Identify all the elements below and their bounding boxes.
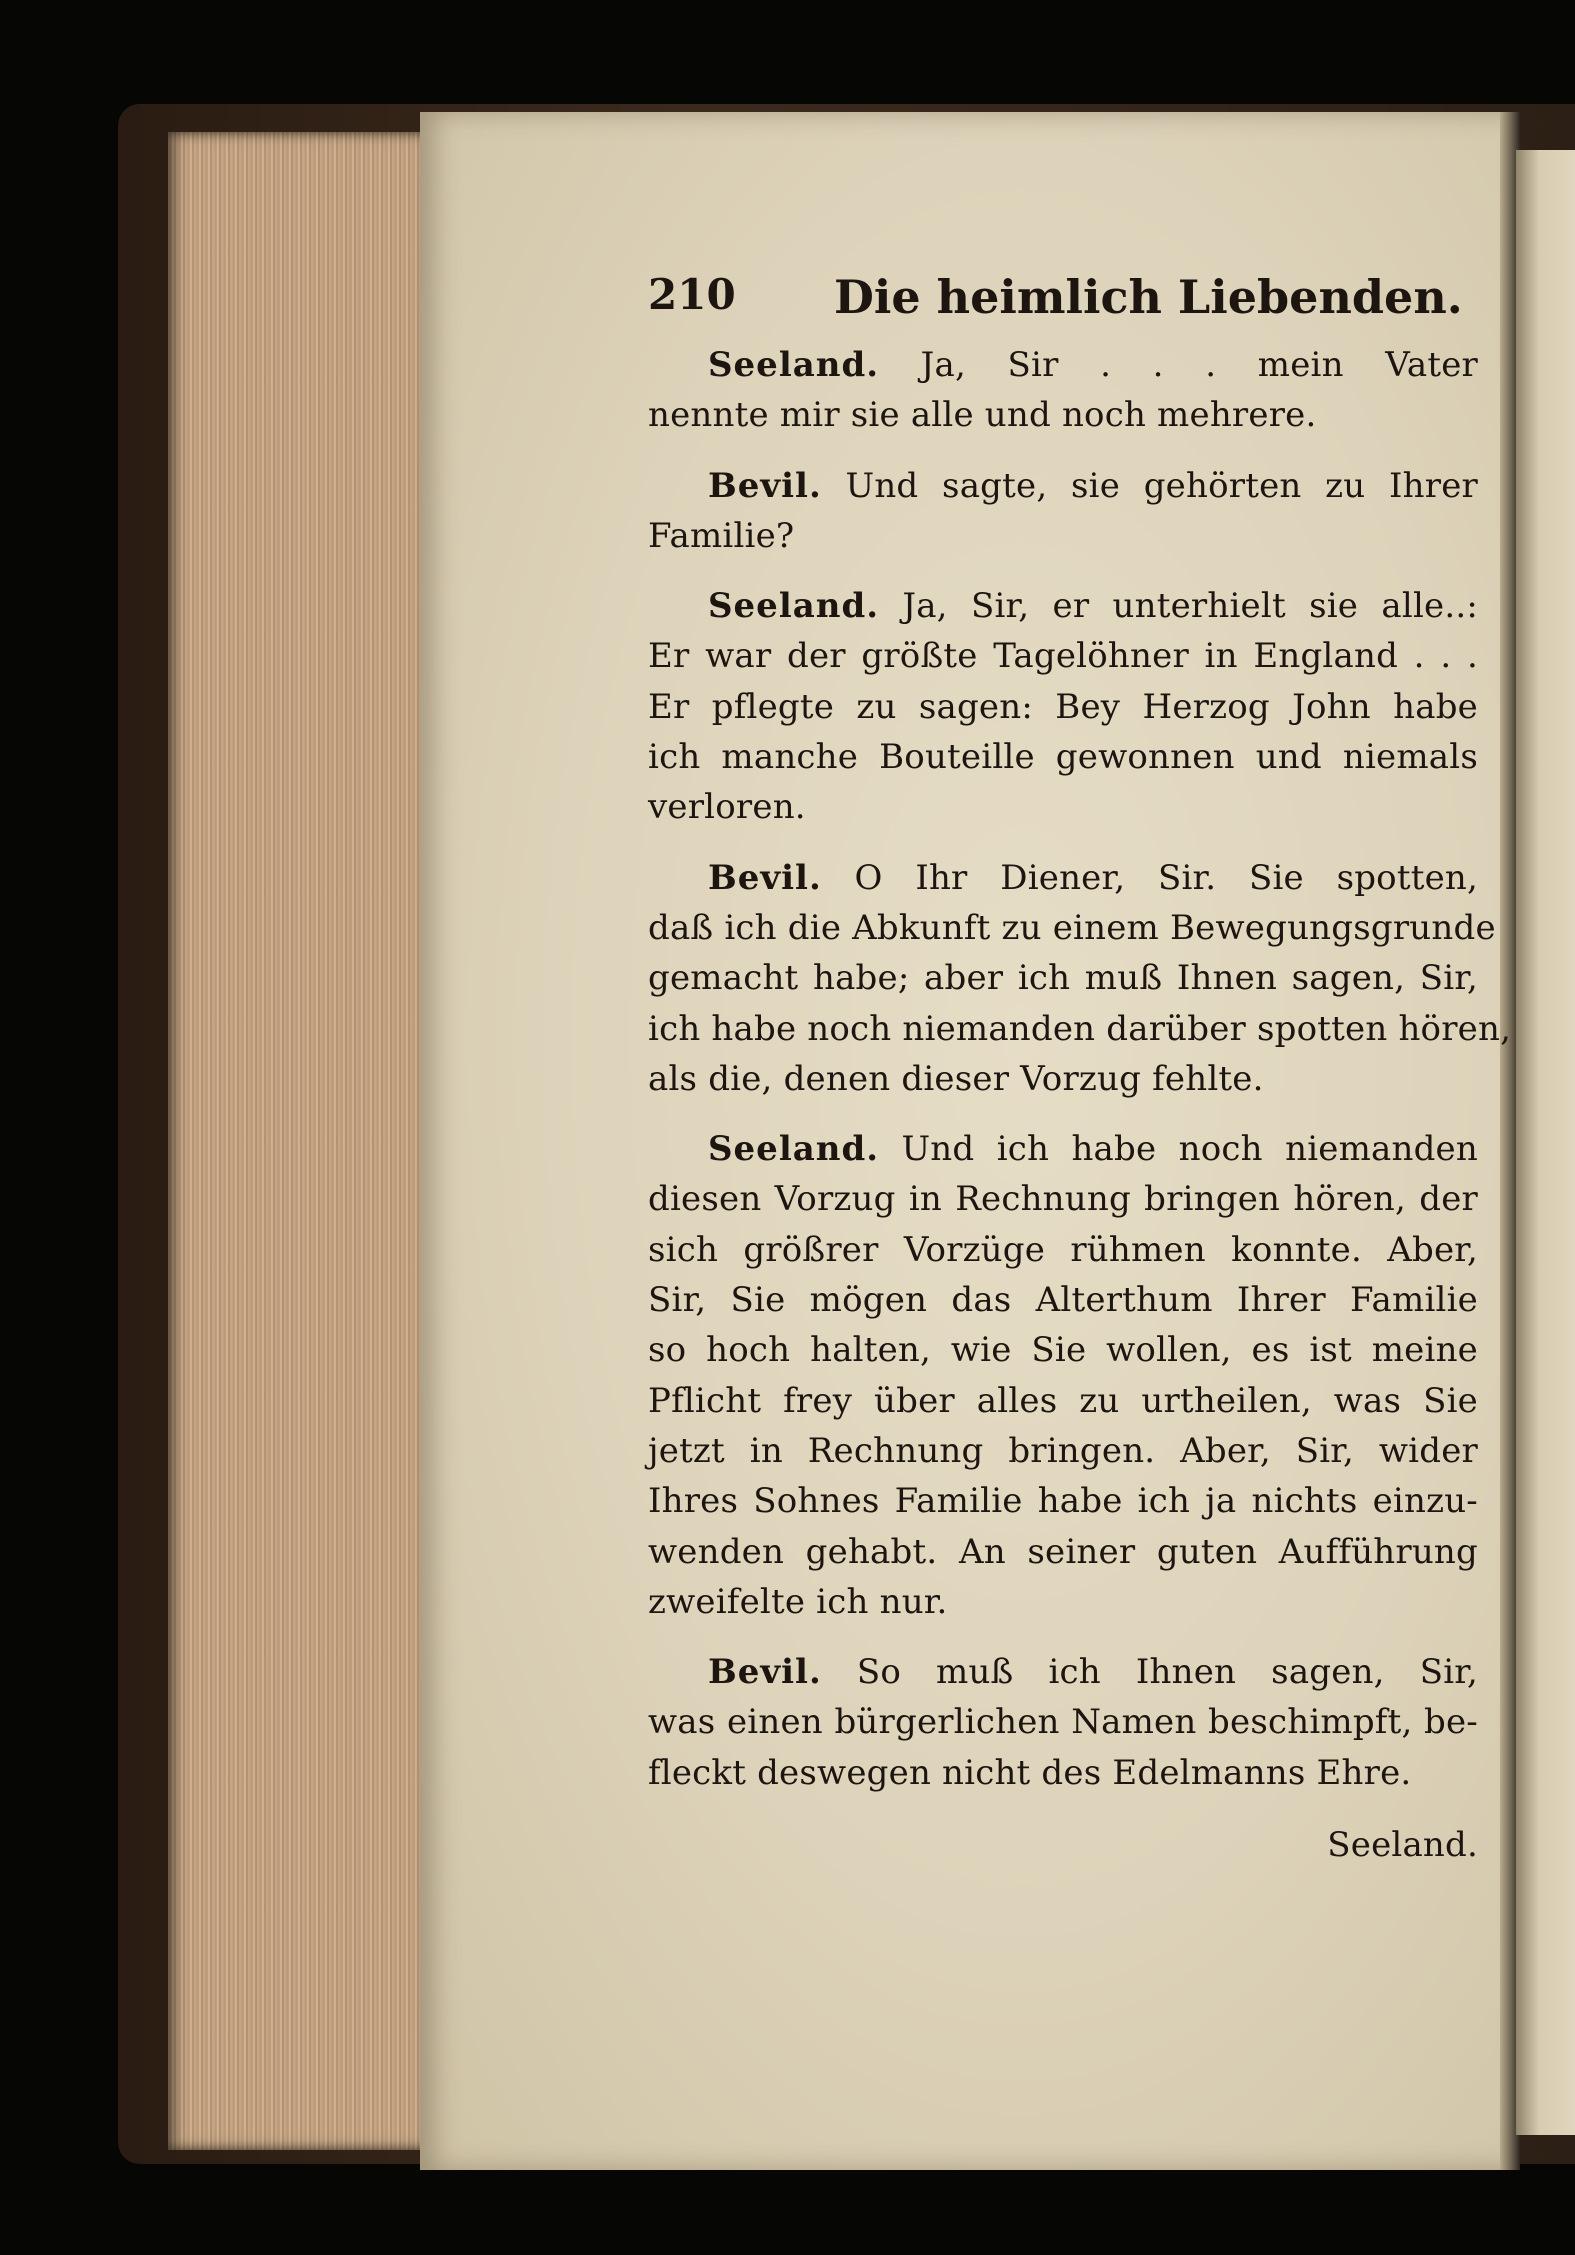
line-text: Er pflegte zu sagen: Bey Herzog John habe xyxy=(648,686,1478,727)
line-text: als die, denen dieser Vorzug fehlte. xyxy=(648,1058,1264,1099)
text-line xyxy=(648,1527,1478,1577)
catchword: Seeland. xyxy=(1327,1825,1478,1866)
line-text: Familie? xyxy=(648,515,795,556)
line-text: so hoch halten, wie Sie wollen, es ist meine xyxy=(648,1330,1478,1371)
line-text: O Ihr Diener, Sir. Sie spotten, xyxy=(854,857,1479,898)
line-text: wenden gehabt. An seiner guten Aufführung xyxy=(648,1531,1478,1572)
speaker-name: Bevil. xyxy=(708,1652,822,1693)
line-text: fleckt deswegen nicht des Edelmanns Ehre. xyxy=(648,1752,1412,1793)
text-line xyxy=(648,1004,1512,1054)
dialogue-body xyxy=(648,340,1512,1798)
text-line xyxy=(648,903,1496,953)
line-text: So muß ich Ihnen sagen, Sir, xyxy=(856,1652,1478,1693)
line-text: Sir, Sie mögen das Alterthum Ihrer Familie xyxy=(648,1280,1478,1321)
text-line xyxy=(648,1577,1478,1627)
line-text: nennte mir sie alle und noch mehrere. xyxy=(648,395,1317,436)
running-title: Die heimlich Liebenden. xyxy=(834,270,1463,324)
line-text: jetzt in Rechnung bringen. Aber, Sir, wider xyxy=(648,1430,1478,1471)
text-line xyxy=(648,732,1478,782)
text-line xyxy=(648,953,1478,1003)
speaker-name: Seeland. xyxy=(708,1129,880,1170)
line-text: Und sagte, sie gehörten zu Ihrer xyxy=(845,465,1478,506)
text-line xyxy=(648,1275,1478,1325)
line-text: was einen bürgerlichen Namen beschimpft, be- xyxy=(648,1702,1478,1743)
text-line xyxy=(648,1054,1478,1104)
line-text: Pflicht frey über alles zu urtheilen, was Sie xyxy=(648,1380,1478,1421)
text-line xyxy=(648,581,1478,631)
text-line xyxy=(648,461,1478,511)
line-text: Und ich habe noch niemanden xyxy=(901,1129,1478,1170)
text-line xyxy=(648,631,1478,681)
speaker-name: Seeland. xyxy=(708,586,880,627)
text-line xyxy=(648,1325,1478,1375)
text-line xyxy=(648,340,1478,390)
text-line xyxy=(648,1124,1478,1174)
line-text: zweifelte ich nur. xyxy=(648,1581,948,1622)
text-line xyxy=(648,1174,1478,1224)
text-line xyxy=(648,511,1478,561)
line-text: diesen Vorzug in Rechnung bringen hören, der xyxy=(648,1179,1478,1220)
text-line xyxy=(648,1647,1478,1697)
line-text: verloren. xyxy=(648,787,806,828)
line-text: gemacht habe; aber ich muß Ihnen sagen, Sir, xyxy=(648,958,1478,999)
text-line xyxy=(648,1426,1478,1476)
text-line xyxy=(648,1476,1478,1526)
line-text: Ihres Sohnes Familie habe ich ja nichts einzu- xyxy=(648,1481,1478,1522)
speaker-name: Bevil. xyxy=(708,465,822,506)
page-text xyxy=(648,270,1512,1870)
page-number: 210 xyxy=(648,270,736,319)
page-block-edges xyxy=(168,132,430,2150)
line-text: ich habe noch niemanden darüber spotten hören, xyxy=(648,1008,1512,1049)
text-line xyxy=(648,682,1478,732)
line-text: daß ich die Abkunft zu einem Bewegungsgrunde xyxy=(648,907,1496,948)
line-text: sich größrer Vorzüge rühmen konnte. Aber, xyxy=(648,1229,1478,1270)
facing-page-edge xyxy=(1516,150,1575,2135)
text-line xyxy=(648,782,1478,832)
speaker-name: Seeland. xyxy=(708,345,880,385)
text-line xyxy=(648,1376,1478,1426)
line-text: Ja, Sir . . . mein Vater xyxy=(920,345,1478,385)
text-line xyxy=(648,1748,1478,1798)
line-text: Ja, Sir, er unterhielt sie alle..: xyxy=(902,586,1479,627)
text-line xyxy=(648,1697,1478,1747)
line-text: Er war der größte Tagelöhner in England . . . xyxy=(648,636,1478,677)
text-line xyxy=(648,853,1478,903)
text-line xyxy=(648,1225,1478,1275)
running-head xyxy=(648,270,1478,340)
line-text: ich manche Bouteille gewonnen und niemals xyxy=(648,737,1478,778)
speaker-name: Bevil. xyxy=(708,857,822,898)
text-line xyxy=(648,390,1478,440)
